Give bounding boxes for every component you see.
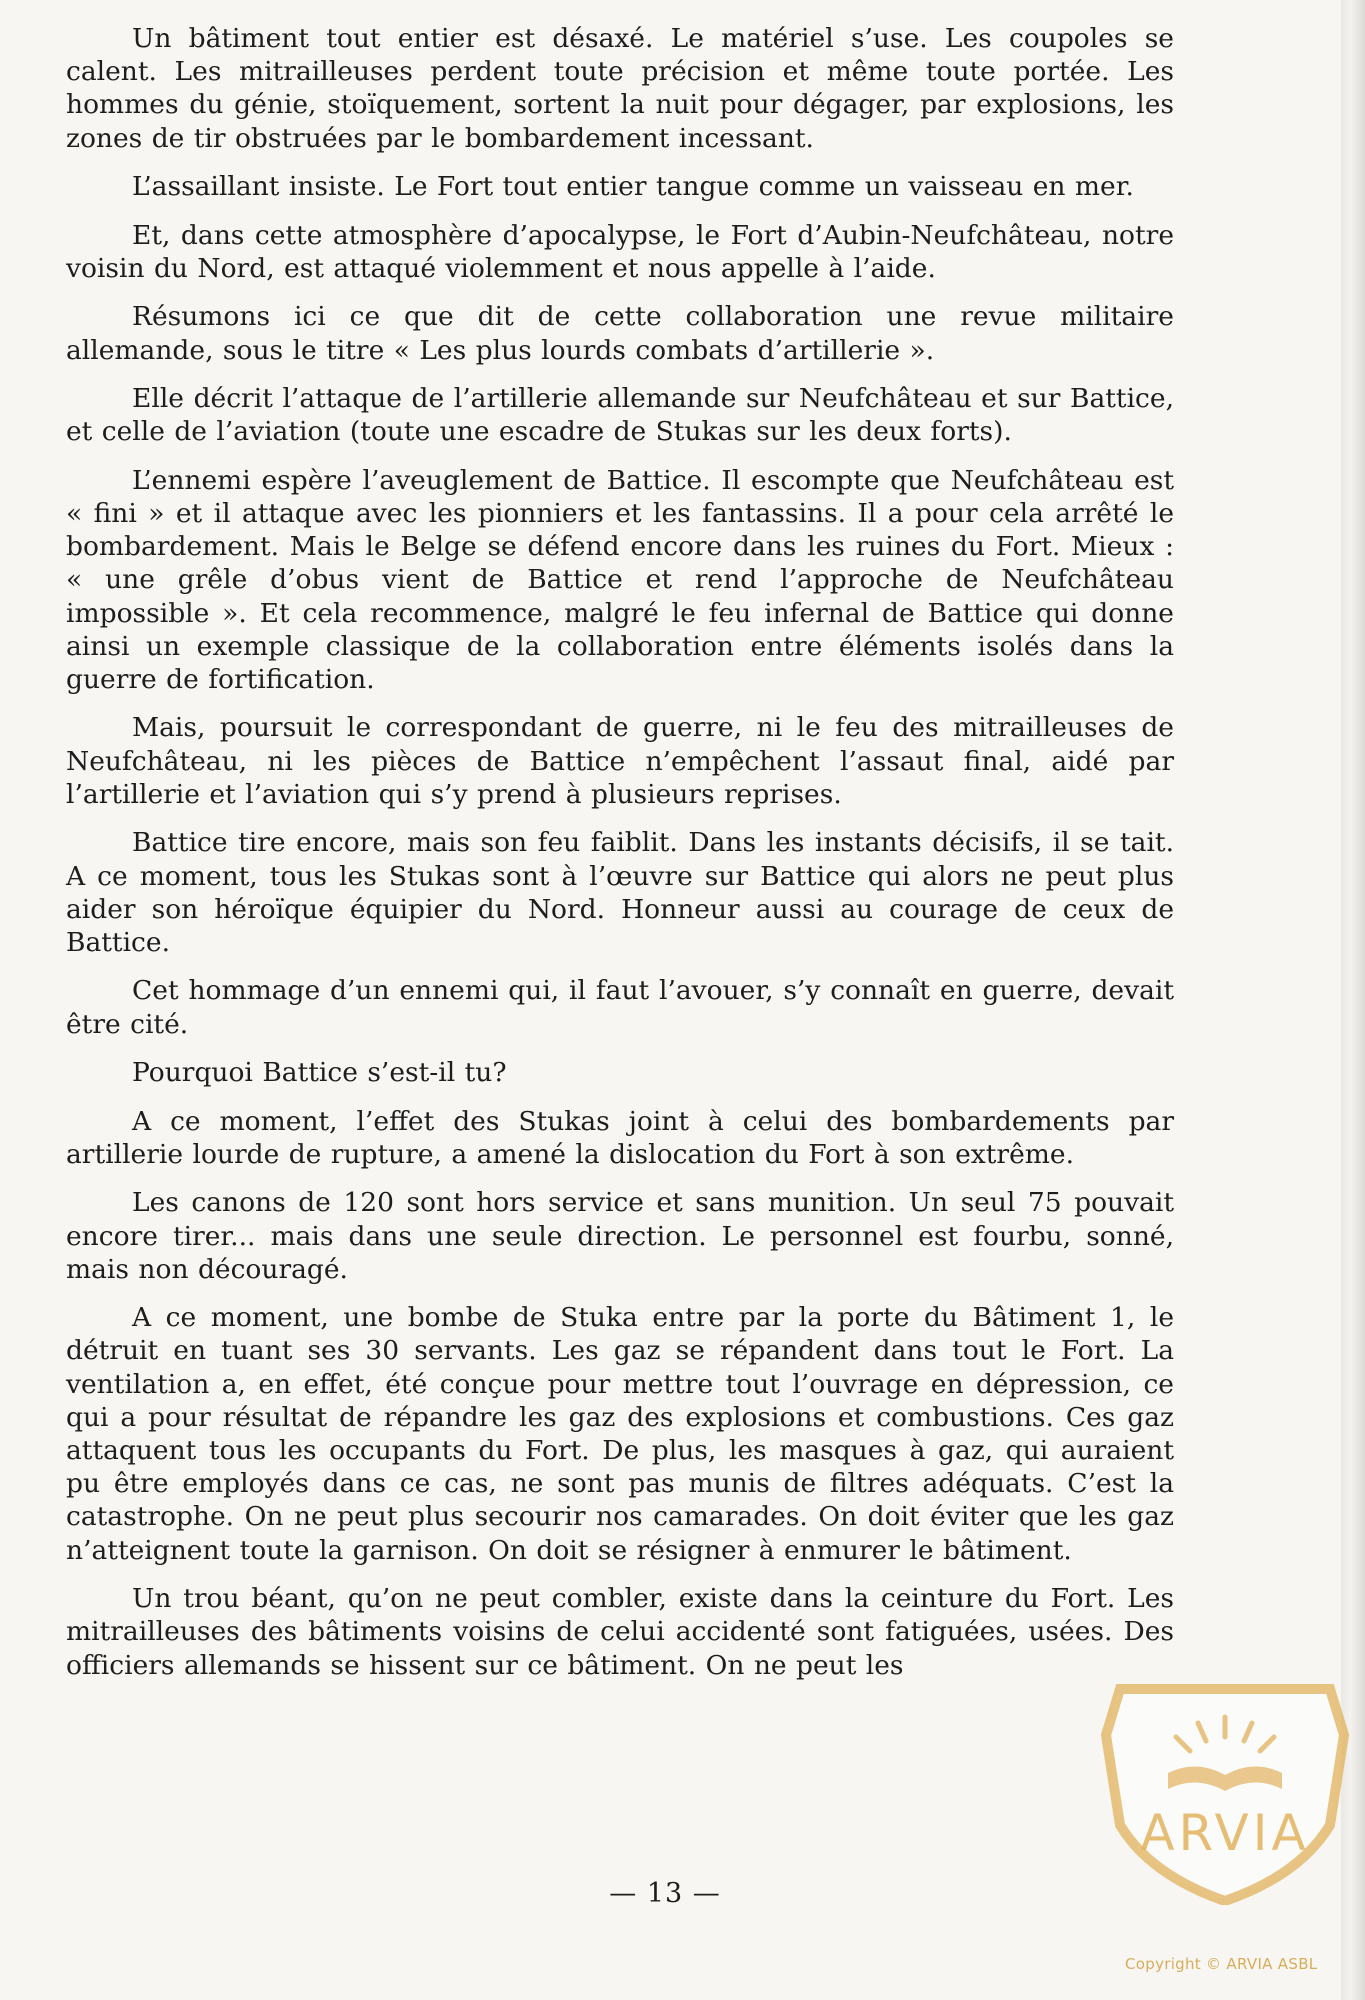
paragraph: Elle décrit l’attaque de l’artillerie allemande sur Neufchâteau et sur Battice, et celle de l’aviation (toute une escadre de Stukas sur les deux forts).: [66, 383, 1174, 448]
paragraph: Un bâtiment tout entier est désaxé. Le matériel s’use. Les coupoles se calent. Les mitrailleuses perdent toute précision et même toute portée. Les hommes du génie, stoïquement, sortent la nuit pour dégager, par explosions, les zones de tir obstruées par le bombardement incessant.: [66, 23, 1174, 154]
paragraph: Un trou béant, qu’on ne peut combler, existe dans la ceinture du Fort. Les mitrailleuses des bâtiments voisins de celui accidenté sont fatiguées, usées. Des officiers allemands se hissent sur ce bâtiment. On ne peut les: [66, 1583, 1174, 1681]
paragraph: Cet hommage d’un ennemi qui, il faut l’avouer, s’y connaît en guerre, devait être cité.: [66, 975, 1174, 1040]
paragraph: A ce moment, l’effet des Stukas joint à celui des bombardements par artillerie lourde de rupture, a amené la dislocation du Fort à son extrême.: [66, 1105, 1174, 1170]
copyright-notice: Copyright © ARVIA ASBL: [1125, 1955, 1318, 1973]
paragraph: Les canons de 120 sont hors service et sans munition. Un seul 75 pouvait encore tirer... mais dans une seule direction. Le personnel est fourbu, sonné, mais non découragé.: [66, 1187, 1174, 1285]
paragraph: L’assaillant insiste. Le Fort tout entier tangue comme un vaisseau en mer.: [132, 171, 1134, 203]
paragraph: Et, dans cette atmosphère d’apocalypse, le Fort d’Aubin-Neufchâteau, notre voisin du Nord, est attaqué violemment et nous appelle à l’aide.: [66, 219, 1174, 284]
body-text: [66, 22, 1174, 1697]
paragraph: Résumons ici ce que dit de cette collaboration une revue militaire allemande, sous le titre « Les plus lourds combats d’artillerie ».: [66, 301, 1174, 366]
paragraph: Pourquoi Battice s’est-il tu?: [132, 1057, 507, 1089]
logo-text: ARVIA: [1140, 1804, 1310, 1862]
paragraph: A ce moment, une bombe de Stuka entre par la porte du Bâtiment 1, le détruit en tuant ses 30 servants. Les gaz se répandent dans tout le Fort. La ventilation a, en effet, été conçue pour mettre tout l’ouvrage en dépression, ce qui a pour résultat de répandre les gaz des explosions et combustions. Ces gaz attaquent tous les occupants du Fort. De plus, les masques à gaz, qui auraient pu être employés dans ce cas, ne sont pas munis de filtres adéquats. C’est la catastrophe. On ne peut plus secourir nos camarades. On doit éviter que les gaz n’atteignent toute la garnison. On doit se résigner à enmurer le bâtiment.: [66, 1302, 1174, 1566]
page-number: — 13 —: [609, 1878, 721, 1909]
arvia-logo-watermark: [1100, 1675, 1350, 1905]
paragraph: Mais, poursuit le correspondant de guerre, ni le feu des mitrailleuses de Neufchâteau, ni les pièces de Battice n’empêchent l’assaut final, aidé par l’artillerie et l’aviation qui s’y prend à plusieurs reprises.: [66, 712, 1174, 810]
paragraph: Battice tire encore, mais son feu faiblit. Dans les instants décisifs, il se tait. A ce moment, tous les Stukas sont à l’œuvre sur Battice qui alors ne peut plus aider son héroïque équipier du Nord. Honneur aussi au courage de ceux de Battice.: [66, 827, 1174, 958]
paragraph: L’ennemi espère l’aveuglement de Battice. Il escompte que Neufchâteau est « fini » et il attaque avec les pionniers et les fantassins. Il a pour cela arrêté le bombardement. Mais le Belge se défend encore dans les ruines du Fort. Mieux : « une grêle d’obus vient de Battice et rend l’approche de Neufchâteau impossible ». Et cela recommence, malgré le feu infernal de Battice qui donne ainsi un exemple classique de la collaboration entre éléments isolés dans la guerre de fortification.: [66, 464, 1174, 695]
